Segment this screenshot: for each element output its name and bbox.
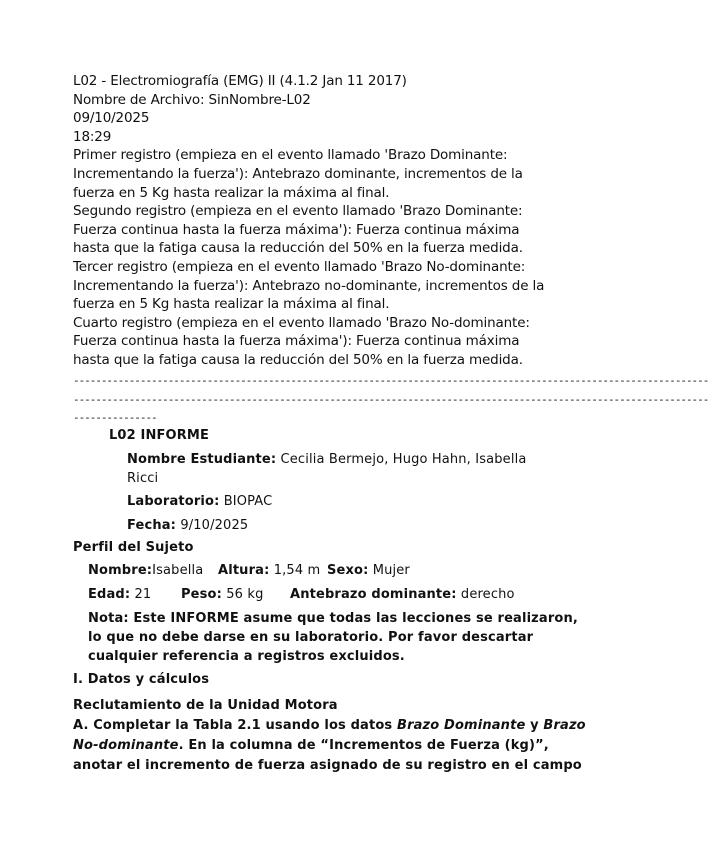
instruction-line [73,738,549,753]
student-value-continued: Ricci [127,471,159,486]
lab-value: BIOPAC [223,494,273,509]
lesson-title: L02 - Electromiografía (EMG) II (4.1.2 Jan 11 2017) [73,73,407,89]
record-description-line: fuerza en 5 Kg hasta realizar la máxima al final. [73,296,390,313]
record-description-line: Fuerza continua hasta la fuerza máxima'): Fuerza continua máxima [73,333,520,350]
report-heading: L02 INFORME [109,428,210,443]
record-description-line: hasta que la fatiga causa la reducción del 50% en la fuerza medida. [73,240,523,257]
section-subheading: Reclutamiento de la Unidad Motora [73,698,338,713]
profile-weight [181,587,263,602]
dominant-arm-term: Brazo Dominante [397,718,526,733]
record-time: 18:29 [73,128,112,145]
record-description-line: Segundo registro (empieza en el evento llamado 'Brazo Dominante: [73,203,523,220]
note-line: Nota: Este INFORME asume que todas las lecciones se realizaron, [88,611,578,626]
height-value: 1,54 m [273,563,321,578]
age-value: 21 [134,587,152,602]
lesson-header [73,72,545,370]
name-value: Isabella [152,563,204,578]
nondominant-arm-term-b: No-dominante [73,738,179,753]
profile-age [88,587,151,602]
profile-sex [327,563,410,578]
sex-label: Sexo: [327,563,369,578]
instruction-line: anotar el incremento de fuerza asignado de su registro en el campo [73,758,582,773]
student-value: Cecilia Bermejo, Hugo Hahn, Isabella [280,452,527,467]
separator-line: --------------- [73,411,157,424]
forearm-label: Antebrazo dominante: [290,587,457,602]
profile-height [218,563,320,578]
file-name: Nombre de Archivo: SinNombre-L02 [73,91,311,108]
lab-row [127,494,272,509]
record-description-line: Fuerza continua hasta la fuerza máxima'): Fuerza continua máxima [73,221,520,238]
student-row [127,452,526,467]
instruction-line [73,718,586,733]
height-label: Altura: [218,563,270,578]
section-heading: I. Datos y cálculos [73,672,210,687]
weight-value: 56 kg [226,587,264,602]
date-label: Fecha: [127,518,177,533]
record-description-line: Tercer registro (empieza en el evento llamado 'Brazo No-dominante: [73,258,526,275]
date-value: 9/10/2025 [180,518,249,533]
instruction-and: y [530,718,539,733]
separator-line: ------------------------------------------------------------------------------------------------------------------ [73,393,708,406]
record-description-line: Cuarto registro (empieza en el evento llamado 'Brazo No-dominante: [73,314,530,331]
forearm-value: derecho [460,587,515,602]
record-description-line: Primer registro (empieza en el evento llamado 'Brazo Dominante: [73,147,508,164]
profile-dominant-forearm [290,587,515,602]
record-description-line: hasta que la fatiga causa la reducción del 50% en la fuerza medida. [73,351,523,368]
weight-label: Peso: [181,587,222,602]
record-date: 09/10/2025 [73,110,150,127]
name-label: Nombre: [88,563,153,578]
date-row [127,518,248,533]
student-label: Nombre Estudiante: [127,452,277,467]
record-description-line: Incrementando la fuerza'): Antebrazo dominante, incrementos de la [73,165,523,182]
note-line: lo que no debe darse en su laboratorio. Por favor descartar [88,630,534,645]
profile-heading: Perfil del Sujeto [73,540,194,555]
age-label: Edad: [88,587,131,602]
record-description-line: Incrementando la fuerza'): Antebrazo no-dominante, incrementos de la [73,277,545,294]
note-line: cualquier referencia a registros excluidos. [88,649,405,664]
profile-name [88,563,203,578]
record-description-line: fuerza en 5 Kg hasta realizar la máxima al final. [73,184,390,201]
lab-label: Laboratorio: [127,494,220,509]
nondominant-arm-term-a: Brazo [543,718,586,733]
sex-value: Mujer [372,563,410,578]
instruction-line2-rest: . En la columna de “Incrementos de Fuerza (kg)”, [178,738,549,753]
instruction-prefix: A. Completar la Tabla 2.1 usando los datos [73,718,393,733]
separator-line: ------------------------------------------------------------------------------------------------------------------ [73,374,708,387]
